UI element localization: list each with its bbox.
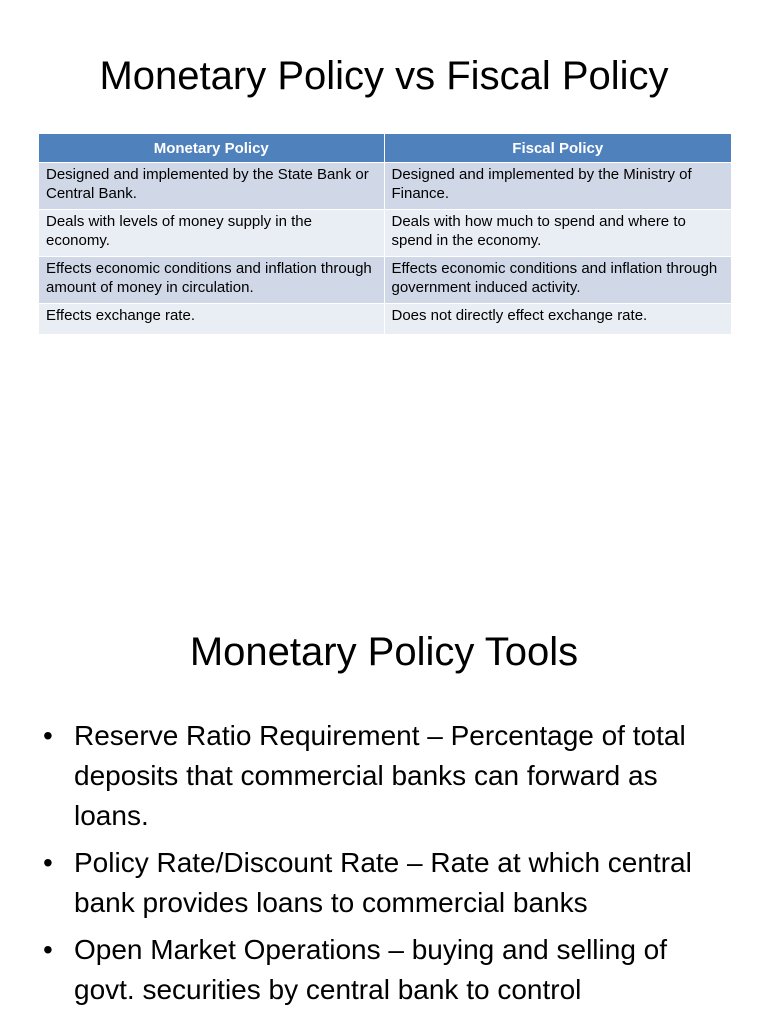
table-cell: Effects economic conditions and inflation through government induced activity. xyxy=(384,257,731,304)
bullet-icon: • xyxy=(43,720,53,751)
bullet-icon: • xyxy=(43,847,53,878)
tools-list xyxy=(0,716,768,1017)
table-cell: Deals with how much to spend and where to spend in the economy. xyxy=(384,210,731,257)
table-cell: Does not directly effect exchange rate. xyxy=(384,304,731,335)
list-item xyxy=(0,930,768,1010)
table-row xyxy=(39,210,731,257)
list-item xyxy=(0,843,768,923)
table-cell: Effects economic conditions and inflation through amount of money in circulation. xyxy=(39,257,384,304)
table-row xyxy=(39,163,731,210)
header-fiscal-policy: Fiscal Policy xyxy=(384,134,731,163)
list-item xyxy=(0,716,768,836)
list-item-text: Policy Rate/Discount Rate – Rate at which central bank provides loans to commercial banks xyxy=(74,847,692,918)
slide-title: Monetary Policy Tools xyxy=(189,630,579,674)
list-item-text: Reserve Ratio Requirement – Percentage of total deposits that commercial banks can forward as loans. xyxy=(74,720,686,831)
table-cell: Deals with levels of money supply in the economy. xyxy=(39,210,384,257)
table-header-row xyxy=(39,134,731,163)
table-cell: Designed and implemented by the Ministry of Finance. xyxy=(384,163,731,210)
slide-title: Monetary Policy vs Fiscal Policy xyxy=(99,54,669,98)
table-row xyxy=(39,257,731,304)
bullet-icon: • xyxy=(43,934,53,965)
table-cell: Designed and implemented by the State Bank or Central Bank. xyxy=(39,163,384,210)
slide-tools xyxy=(0,576,768,1024)
comparison-table xyxy=(39,134,731,335)
table-cell: Effects exchange rate. xyxy=(39,304,384,335)
table-row xyxy=(39,304,731,335)
list-item-text: Open Market Operations – buying and selling of govt. securities by central bank to control xyxy=(74,934,668,1005)
header-monetary-policy: Monetary Policy xyxy=(39,134,384,163)
